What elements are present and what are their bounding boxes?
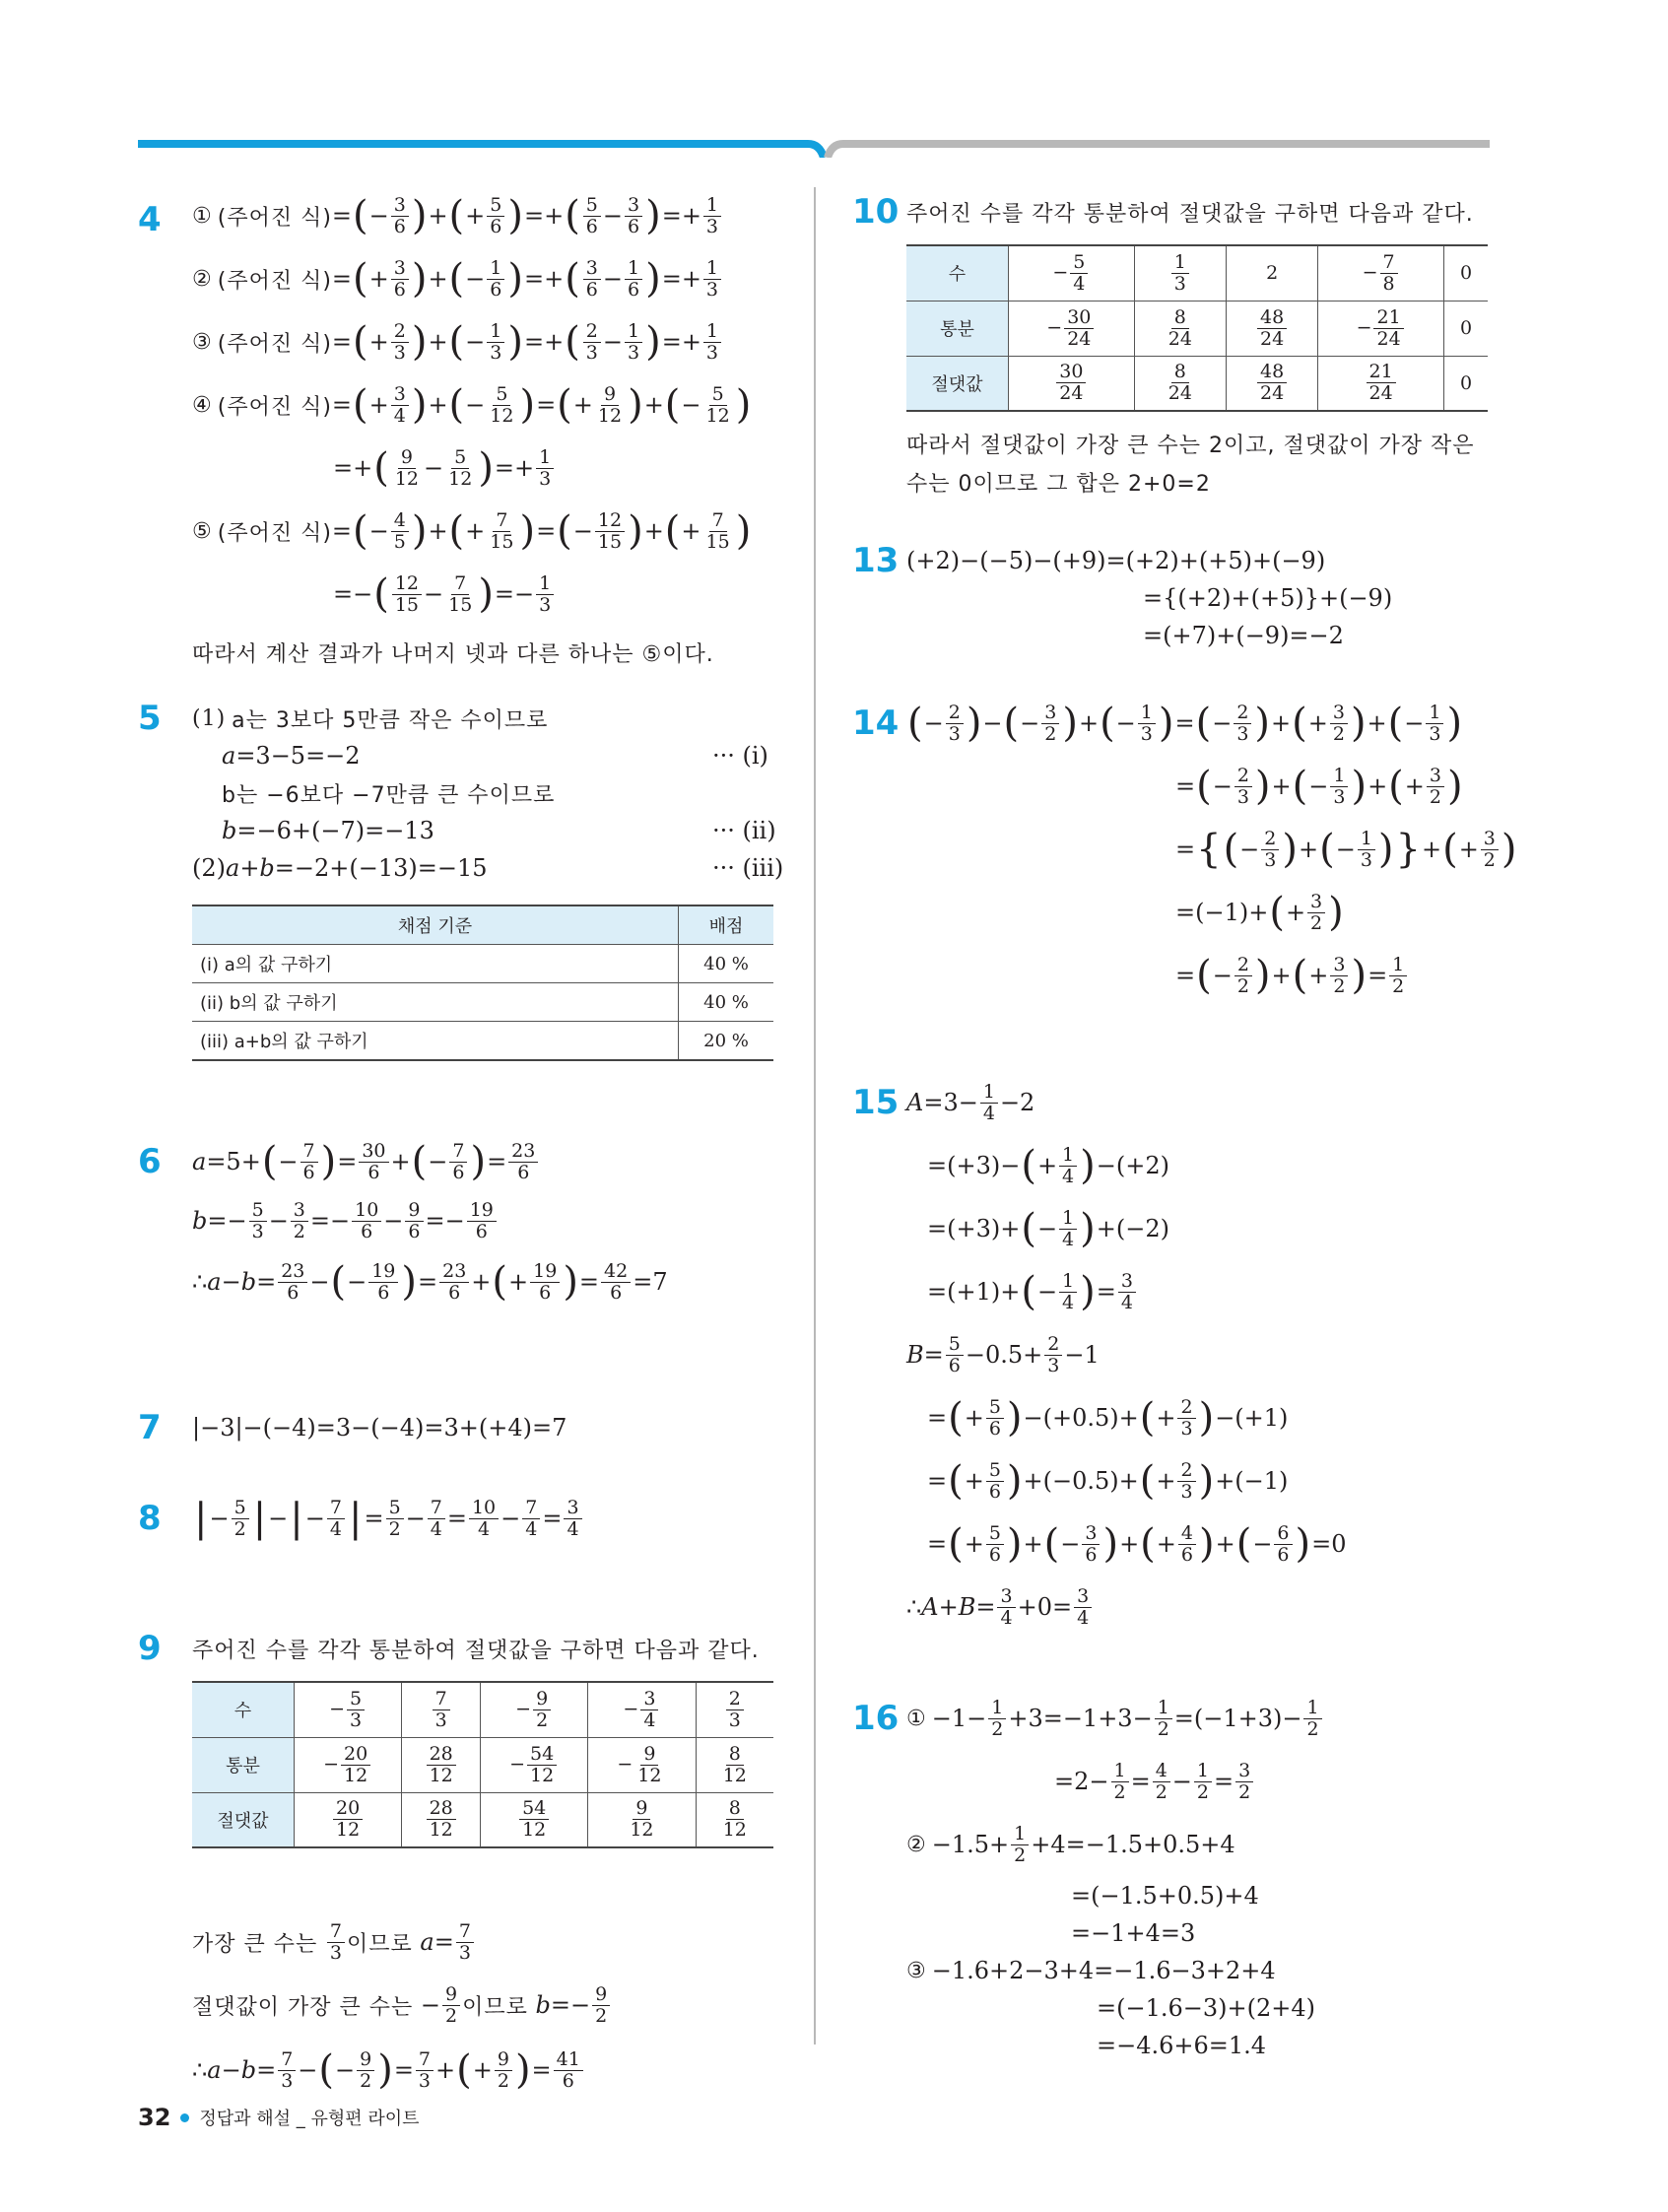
problem-number: 10 <box>852 192 900 232</box>
p15-line-7: = ( + $\frac{5}{6}$ ) +(−0.5)+ ( + $\frac{2}{3}$ ) +(−1) <box>927 1458 1289 1504</box>
table-row <box>192 1737 773 1792</box>
table-cell: − $\frac{5}{4}$ <box>1009 245 1135 301</box>
page-number: 32 <box>138 2104 171 2131</box>
p16-line-2: =2− $\frac{1}{2}$ = $\frac{4}{2}$ − $\frac{1}{2}$ = $\frac{3}{2}$ <box>1054 1753 1255 1810</box>
table-cell: $\frac{20}{12}$ <box>295 1792 402 1847</box>
table-row <box>906 301 1488 356</box>
table-cell: $\frac{48}{24}$ <box>1226 356 1317 411</box>
p15-line-1: A =3− $\frac{1}{4}$ −2 <box>906 1080 1035 1124</box>
p15-line-4: =(+1)+ ( − $\frac{1}{4}$ ) = $\frac{3}{4}$ <box>927 1263 1138 1320</box>
p9-line-b: 절댓값이 가장 큰 수는 − $\frac{9}{2}$ 이므로 b =− $\frac{9}{2}$ <box>192 1977 612 2034</box>
header-bar <box>138 138 1490 158</box>
table-cell: $\frac{1}{3}$ <box>1134 245 1226 301</box>
p14-line-4: =(−1)+ ( + $\frac{3}{2}$ ) <box>1175 890 1344 935</box>
table-cell: $\frac{7}{3}$ <box>402 1682 481 1737</box>
table-cell: − $\frac{5}{3}$ <box>295 1682 402 1737</box>
table-cell: 0 <box>1443 301 1488 356</box>
p15-line-3: =(+3)+ ( − $\frac{1}{4}$ ) +(−2) <box>927 1206 1169 1251</box>
p14-line-1: ( − $\frac{2}{3}$ ) − ( − $\frac{3}{2}$ ) + ( − $\frac{1}{3}$ ) = ( − $\frac{2}{3}$ ) + ( + $\frac{3}{2}$ ) + ( − $\frac{1}{3}$ ) <box>907 701 1463 746</box>
p4-line-6: ⑤ (주어진 식) = ( − $\frac{4}{5}$ ) + ( + $\frac{7}{15}$ ) = ( − $\frac{12}{15}$ ) + ( + $\frac{7}{15}$ ) <box>192 508 752 554</box>
table-cell: $\frac{8}{12}$ <box>696 1737 773 1792</box>
p5-mark-3: ··· (iii) <box>712 854 784 882</box>
p5-mark-2: ··· (ii) <box>712 817 776 844</box>
problem-number: 5 <box>138 699 162 738</box>
p5-line-5: (2) a + b =−2+(−13)=−15 <box>192 854 488 882</box>
p4-line-2: ② (주어진 식) = ( + $\frac{3}{6}$ ) + ( − $\frac{1}{6}$ ) =+ ( $\frac{3}{6}$ − $\frac{1}{6}$ ) =+ $\frac{1}{3}$ <box>192 250 723 307</box>
p9-table <box>192 1681 773 1848</box>
table-cell: − $\frac{30}{24}$ <box>1009 301 1135 356</box>
table-cell: 0 <box>1443 356 1488 411</box>
table-cell: $\frac{9}{12}$ <box>588 1792 696 1847</box>
problem-number: 15 <box>852 1083 900 1122</box>
table-cell: $\frac{8}{24}$ <box>1134 301 1226 356</box>
page-footer <box>138 2104 420 2131</box>
table-row <box>192 1682 773 1737</box>
row-label: 수 <box>192 1682 295 1737</box>
p15-line-2: =(+3)− ( + $\frac{1}{4}$ ) −(+2) <box>927 1143 1169 1188</box>
problem-number: 6 <box>138 1142 162 1181</box>
table-cell: − $\frac{3}{4}$ <box>588 1682 696 1737</box>
table-cell: 0 <box>1443 245 1488 301</box>
grading-header-criteria: 채점 기준 <box>192 905 679 945</box>
bullet-dot-icon <box>180 2113 189 2122</box>
table-cell: $\frac{2}{3}$ <box>696 1682 773 1737</box>
table-cell: $\frac{8}{12}$ <box>696 1792 773 1847</box>
p16-line-5: =−1+4=3 <box>1071 1919 1196 1947</box>
p5-line-4: b =−6+(−7)=−13 <box>222 817 434 844</box>
footer-title: 정답과 해설 _ 유형편 라이트 <box>199 2109 420 2129</box>
p16-line-8: =−4.6+6=1.4 <box>1097 2032 1267 2059</box>
p5-line-1: (1) a는 3보다 5만큼 작은 수이므로 <box>192 705 549 733</box>
table-cell: $\frac{28}{12}$ <box>402 1792 481 1847</box>
p5-line-3: b는 −6보다 −7만큼 큰 수이므로 <box>222 782 556 808</box>
table-cell: $\frac{30}{24}$ <box>1009 356 1135 411</box>
row-label: 수 <box>906 245 1009 301</box>
table-cell: − $\frac{9}{2}$ <box>481 1682 588 1737</box>
p4-conclusion: 따라서 계산 결과가 나머지 넷과 다른 하나는 ⑤이다. <box>192 641 714 667</box>
table-cell: $\frac{48}{24}$ <box>1226 301 1317 356</box>
grading-row <box>192 983 773 1022</box>
p15-line-8: = ( + $\frac{5}{6}$ ) + ( − $\frac{3}{6}$ ) + ( + $\frac{4}{6}$ ) + ( − $\frac{6}{6}$ ) =0 <box>927 1521 1347 1567</box>
p10-conclusion-1: 따라서 절댓값이 가장 큰 수는 2이고, 절댓값이 가장 작은 <box>906 433 1475 458</box>
table-cell: 2 <box>1226 245 1317 301</box>
p13-line-2: ={(+2)+(+5)}+(−9) <box>1143 584 1393 612</box>
p6-line-2: b =− $\frac{5}{3}$ − $\frac{3}{2}$ =− $\frac{10}{6}$ − $\frac{9}{6}$ =− $\frac{19}{6}$ <box>192 1192 499 1249</box>
problem-number: 9 <box>138 1629 162 1668</box>
p14-line-5: = ( − $\frac{2}{2}$ ) + ( + $\frac{3}{2}$ ) = $\frac{1}{2}$ <box>1175 947 1409 1004</box>
row-label: 통분 <box>906 301 1009 356</box>
grading-points: 40 % <box>679 983 774 1022</box>
table-row <box>906 245 1488 301</box>
p16-line-7: =(−1.6−3)+(2+4) <box>1097 1994 1315 2022</box>
p14-line-2: = ( − $\frac{2}{3}$ ) + ( − $\frac{1}{3}$ ) + ( + $\frac{3}{2}$ ) <box>1175 764 1463 809</box>
table-cell: − $\frac{20}{12}$ <box>295 1737 402 1792</box>
problem-number: 4 <box>138 200 162 239</box>
table-row <box>906 356 1488 411</box>
p4-line-4: ④ (주어진 식) = ( + $\frac{3}{4}$ ) + ( − $\frac{5}{12}$ ) = ( + $\frac{9}{12}$ ) + ( − $\frac{5}{12}$ ) <box>192 382 752 428</box>
p13-line-1: (+2)−(−5)−(+9)=(+2)+(+5)+(−9) <box>906 547 1326 574</box>
grading-row <box>192 1022 773 1061</box>
problem-number: 7 <box>138 1408 162 1447</box>
p6-line-1: a =5+ ( − $\frac{7}{6}$ ) = $\frac{30}{6}$ + ( − $\frac{7}{6}$ ) = $\frac{23}{6}$ <box>192 1133 540 1190</box>
table-cell: − $\frac{54}{12}$ <box>481 1737 588 1792</box>
table-cell: $\frac{21}{24}$ <box>1318 356 1444 411</box>
grading-criteria: (i) a의 값 구하기 <box>192 945 679 983</box>
p5-mark-1: ··· (i) <box>712 742 768 770</box>
table-row <box>192 1792 773 1847</box>
row-label: 통분 <box>192 1737 295 1792</box>
table-cell: $\frac{28}{12}$ <box>402 1737 481 1792</box>
p7-line-1: |−3|−(−4)=3−(−4)=3+(+4)=7 <box>192 1414 567 1441</box>
table-cell: − $\frac{9}{12}$ <box>588 1737 696 1792</box>
table-cell: − $\frac{21}{24}$ <box>1318 301 1444 356</box>
row-label: 절댓값 <box>906 356 1009 411</box>
grading-header-row <box>192 905 773 945</box>
p4-line-3: ③ (주어진 식) = ( + $\frac{2}{3}$ ) + ( − $\frac{1}{3}$ ) =+ ( $\frac{2}{3}$ − $\frac{1}{3}$ ) =+ $\frac{1}{3}$ <box>192 313 723 370</box>
grading-points: 20 % <box>679 1022 774 1061</box>
table-cell: $\frac{8}{24}$ <box>1134 356 1226 411</box>
column-divider <box>814 187 816 2044</box>
p16-line-3: ② −1.5+ $\frac{1}{2}$ +4=−1.5+0.5+4 <box>906 1822 1235 1866</box>
table-cell: $\frac{54}{12}$ <box>481 1792 588 1847</box>
p16-line-1: ① −1− $\frac{1}{2}$ +3=−1+3− $\frac{1}{2}$ =(−1+3)− $\frac{1}{2}$ <box>906 1690 1324 1747</box>
p6-line-3: ∴ a − b = $\frac{23}{6}$ − ( − $\frac{19}{6}$ ) = $\frac{23}{6}$ + ( + $\frac{19}{6}$ ) = $\frac{42}{6}$ =7 <box>192 1259 668 1305</box>
problem-number: 13 <box>852 541 900 580</box>
grading-points: 40 % <box>679 945 774 983</box>
p15-line-9: ∴ A + B = $\frac{3}{4}$ +0= $\frac{3}{4}$ <box>906 1578 1094 1636</box>
p5-line-2: a =3−5=−2 <box>222 742 361 770</box>
p10-conclusion-2: 수는 0이므로 그 합은 2+0=2 <box>906 471 1211 497</box>
p10-table <box>906 244 1488 412</box>
problem-number: 8 <box>138 1499 162 1538</box>
grading-criteria: (ii) b의 값 구하기 <box>192 983 679 1022</box>
table-cell: − $\frac{7}{8}$ <box>1318 245 1444 301</box>
p8-line-1: | − $\frac{5}{2}$ | − | − $\frac{7}{4}$ | = $\frac{5}{2}$ − $\frac{7}{4}$ = $\frac{10}{4}$ − $\frac{7}{4}$ = $\frac{3}{4}$ <box>192 1490 584 1547</box>
p15-line-5: B = $\frac{5}{6}$ −0.5+ $\frac{2}{3}$ −1 <box>906 1332 1100 1376</box>
grading-row <box>192 945 773 983</box>
p9-line-c: ∴ a − b = $\frac{7}{3}$ − ( − $\frac{9}{2}$ ) = $\frac{7}{3}$ + ( + $\frac{9}{2}$ ) = $\frac{41}{6}$ <box>192 2042 585 2099</box>
p16-line-6: ③ −1.6+2−3+4=−1.6−3+2+4 <box>906 1957 1276 1984</box>
p4-line-5: =+ ( $\frac{9}{12}$ − $\frac{5}{12}$ ) =+ $\frac{1}{3}$ <box>333 439 556 497</box>
grading-header-points: 배점 <box>679 905 774 945</box>
p9-line-a: 가장 큰 수는 $\frac{7}{3}$ 이므로 a = $\frac{7}{3}$ <box>192 1913 476 1971</box>
row-label: 절댓값 <box>192 1792 295 1847</box>
problem-number: 14 <box>852 704 900 743</box>
problem-number: 16 <box>852 1699 900 1738</box>
p9-intro: 주어진 수를 각각 통분하여 절댓값을 구하면 다음과 같다. <box>192 1638 760 1663</box>
p15-line-6: = ( + $\frac{5}{6}$ ) −(+0.5)+ ( + $\frac{2}{3}$ ) −(+1) <box>927 1395 1289 1441</box>
p13-line-3: =(+7)+(−9)=−2 <box>1143 622 1344 649</box>
p4-line-7: =− ( $\frac{12}{15}$ − $\frac{7}{15}$ ) =− $\frac{1}{3}$ <box>333 566 556 623</box>
p10-intro: 주어진 수를 각각 통분하여 절댓값을 구하면 다음과 같다. <box>906 201 1474 227</box>
grading-criteria: (iii) a+b의 값 구하기 <box>192 1022 679 1061</box>
p14-line-3: = { ( − $\frac{2}{3}$ ) + ( − $\frac{1}{3}$ ) } + ( + $\frac{3}{2}$ ) <box>1175 827 1517 872</box>
p4-line-1: ① (주어진 식) = ( − $\frac{3}{6}$ ) + ( + $\frac{5}{6}$ ) =+ ( $\frac{5}{6}$ − $\frac{3}{6}$ ) =+ $\frac{1}{3}$ <box>192 187 723 244</box>
p16-line-4: =(−1.5+0.5)+4 <box>1071 1882 1259 1910</box>
grading-table <box>192 905 773 1061</box>
